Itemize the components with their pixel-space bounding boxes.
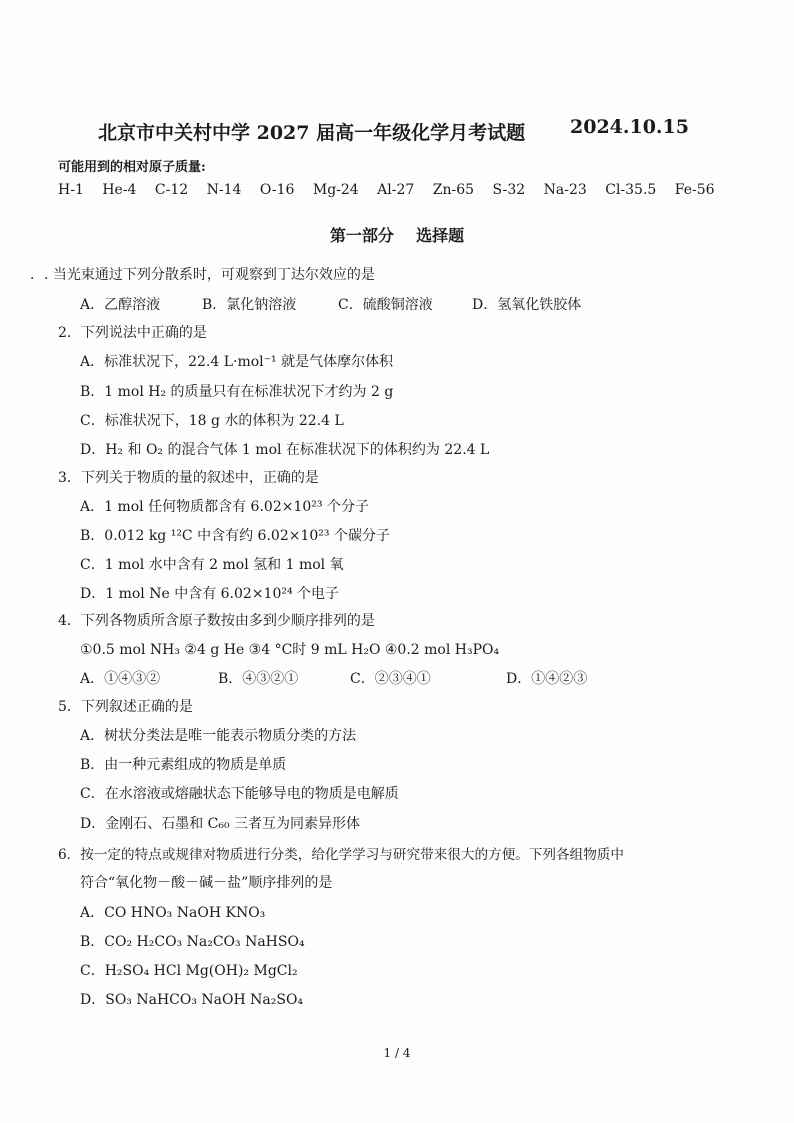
question-1-option-a: A．乙醇溶液 [80, 297, 161, 313]
atomic-mass: Mg-24 [312, 182, 359, 198]
question-4-option-b: B．④③②① [218, 671, 299, 687]
question-5-option-a: A．树状分类法是唯一能表示物质分类的方法 [80, 728, 357, 744]
page-number: 1 / 4 [383, 1046, 411, 1060]
atomic-mass: O-16 [259, 182, 295, 198]
question-4-items: ①0.5 mol NH₃ ②4 g He ③4 °C时 9 mL H₂O ④0.2 mol H₃PO₄ [80, 642, 500, 658]
question-4-option-c: C．②③④① [350, 671, 431, 687]
question-6-option-c: C．H₂SO₄ HCl Mg(OH)₂ MgCl₂ [80, 963, 298, 979]
atomic-mass: H-1 [58, 182, 84, 198]
question-5-stem: 5．下列叙述正确的是 [58, 699, 193, 715]
question-1-option-c: C．硫酸铜溶液 [338, 297, 433, 313]
atomic-masses-list [58, 182, 729, 198]
atomic-mass: S-32 [492, 182, 526, 198]
question-2-option-b: B．1 mol H₂ 的质量只有在标准状况下才约为 2 g [80, 384, 394, 400]
question-4-option-a: A．①④③② [80, 671, 161, 687]
atomic-mass: Al-27 [377, 182, 415, 198]
atomic-mass: C-12 [154, 182, 189, 198]
question-2-option-d: D．H₂ 和 O₂ 的混合气体 1 mol 在标准状况下的体积约为 22.4 L [80, 442, 490, 458]
question-3-option-a: A．1 mol 任何物质都含有 6.02×10²³ 个分子 [80, 499, 369, 515]
atomic-mass: Cl-35.5 [605, 182, 657, 198]
question-3-option-b: B．0.012 kg ¹²C 中含有约 6.02×10²³ 个碳分子 [80, 528, 390, 544]
question-3-stem: 3．下列关于物质的量的叙述中，正确的是 [58, 470, 319, 486]
exam-date: 2024.10.15 [570, 116, 689, 138]
question-1-option-b: B．氯化钠溶液 [202, 297, 297, 313]
section-title: 第一部分 选择题 [329, 226, 465, 245]
atomic-mass: Fe-56 [674, 182, 715, 198]
question-4-stem: 4．下列各物质所含原子数按由多到少顺序排列的是 [58, 613, 375, 629]
atomic-mass: Na-23 [543, 182, 587, 198]
atomic-mass: Zn-65 [432, 182, 475, 198]
question-2-stem: 2．下列说法中正确的是 [58, 325, 207, 341]
question-5-option-c: C．在水溶液或熔融状态下能够导电的物质是电解质 [80, 786, 399, 802]
question-1-option-d: D．氢氧化铁胶体 [472, 297, 582, 313]
atomic-masses-label: 可能用到的相对原子质量: [58, 160, 206, 175]
atomic-mass: N-14 [206, 182, 242, 198]
question-3-option-c: C．1 mol 水中含有 2 mol 氢和 1 mol 氧 [80, 557, 344, 573]
question-4-option-d: D．①④②③ [506, 671, 588, 687]
question-3-option-d: D．1 mol Ne 中含有 6.02×10²⁴ 个电子 [80, 586, 340, 602]
question-5-option-b: B．由一种元素组成的物质是单质 [80, 757, 287, 773]
question-6-option-d: D．SO₃ NaHCO₃ NaOH Na₂SO₄ [80, 992, 304, 1008]
question-1-stem: ．. 当光束通过下列分散系时，可观察到丁达尔效应的是 [30, 267, 375, 283]
atomic-mass: He-4 [102, 182, 137, 198]
question-6-stem-line-1: 6．按一定的特点或规律对物质进行分类，给化学学习与研究带来很大的方便。下列各组物质中 [58, 847, 624, 863]
question-2-option-a: A．标准状况下，22.4 L·mol⁻¹ 就是气体摩尔体积 [80, 354, 394, 370]
question-2-option-c: C．标准状况下，18 g 水的体积为 22.4 L [80, 413, 344, 429]
question-5-option-d: D．金刚石、石墨和 C₆₀ 三者互为同素异形体 [80, 816, 361, 832]
question-6-option-a: A．CO HNO₃ NaOH KNO₃ [80, 905, 266, 921]
question-6-stem-line-2: 符合“氧化物－酸－碱－盐”顺序排列的是 [80, 875, 333, 891]
question-6-option-b: B．CO₂ H₂CO₃ Na₂CO₃ NaHSO₄ [80, 934, 305, 950]
exam-title: 北京市中关村中学 2027 届高一年级化学月考试题 [98, 122, 526, 144]
